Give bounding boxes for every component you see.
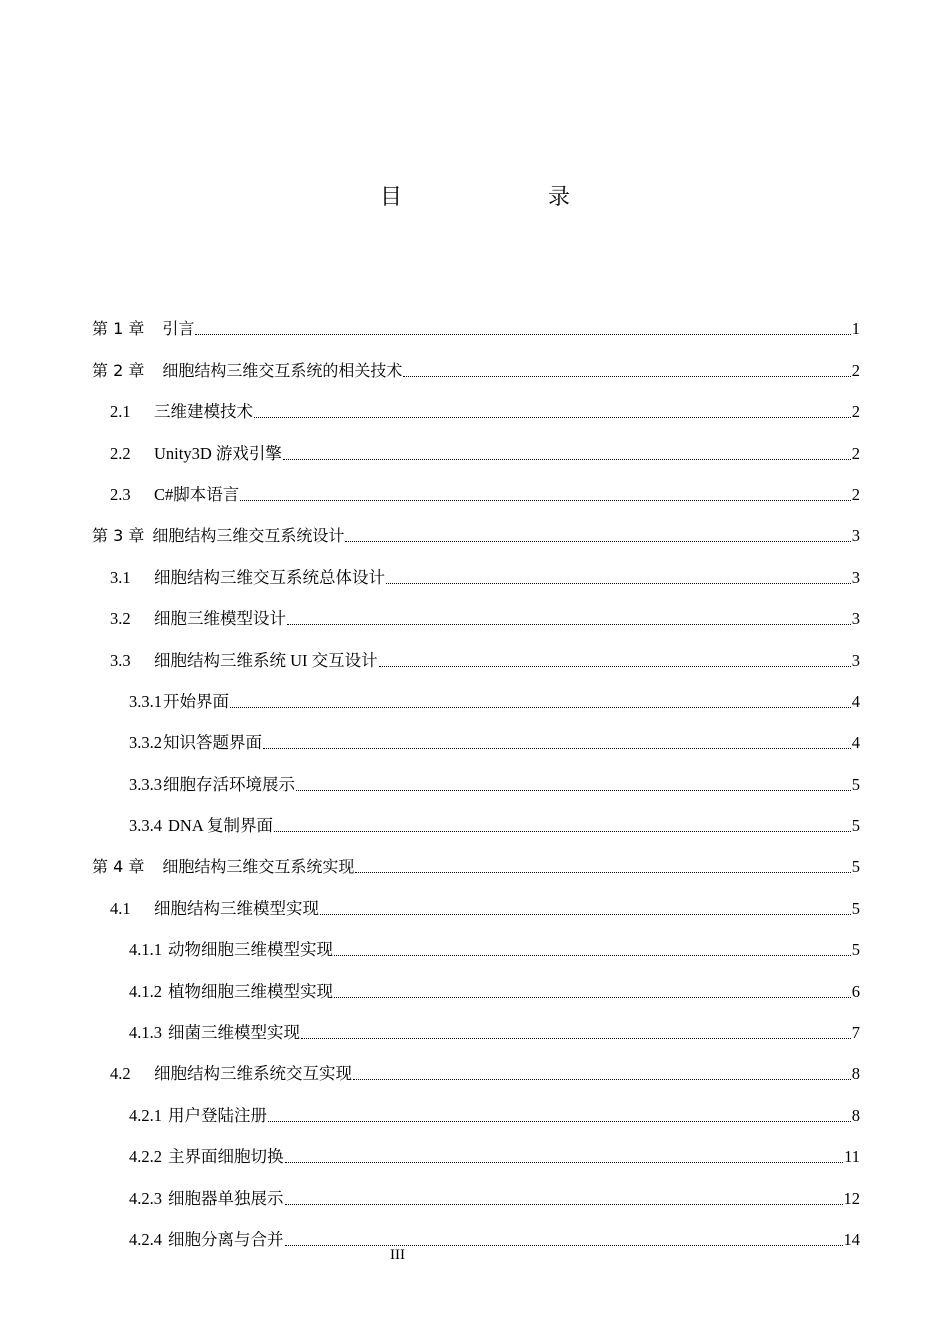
toc-entry-number: 3.3 (110, 650, 131, 670)
toc-dot-leader (283, 458, 851, 460)
toc-entry[interactable] (92, 1002, 860, 1043)
toc-dot-leader (268, 1120, 851, 1122)
toc-dot-leader (334, 996, 851, 998)
toc-entry[interactable] (92, 1209, 860, 1250)
toc-entry[interactable] (92, 795, 860, 836)
toc-entry-label: 引言 (162, 319, 195, 339)
toc-dot-leader (195, 333, 850, 335)
toc-entry-page: 2 (851, 360, 860, 380)
toc-entry[interactable] (92, 381, 860, 422)
toc-entry-number: 3.3.2 (129, 733, 162, 753)
toc-dot-leader (386, 582, 851, 584)
toc-entry[interactable] (92, 671, 860, 712)
toc-entry-label: 主界面细胞切换 (168, 1147, 284, 1167)
toc-entry-number: 第 1 章 (92, 319, 145, 339)
toc-entry-number: 3.1 (110, 567, 131, 587)
toc-entry[interactable] (92, 712, 860, 753)
toc-dot-leader (334, 954, 851, 956)
toc-entry[interactable] (92, 505, 860, 546)
toc-entry-label: 细胞结构三维交互系统的相关技术 (162, 360, 403, 380)
toc-entry-page: 1 (851, 319, 860, 339)
toc-dot-leader (379, 665, 851, 667)
toc-entry-label: 细胞三维模型设计 (154, 609, 286, 629)
toc-entry-label: 开始界面 (163, 691, 229, 711)
toc-entry-label: 细胞结构三维模型实现 (154, 898, 319, 918)
toc-dot-leader (287, 623, 851, 625)
toc-entry-page: 7 (851, 1023, 860, 1043)
toc-entry-page: 14 (843, 1229, 860, 1249)
toc-entry-label: 细胞器单独展示 (168, 1188, 284, 1208)
toc-entry[interactable] (92, 298, 860, 339)
toc-entry-number: 4.2.3 (129, 1188, 162, 1208)
toc-entry[interactable] (92, 919, 860, 960)
toc-entry[interactable] (92, 588, 860, 629)
toc-entry-number: 4.1 (110, 898, 131, 918)
toc-entry-label: 三维建模技术 (154, 402, 253, 422)
toc-entry-label: DNA 复制界面 (168, 816, 273, 836)
toc-entry-number: 3.3.1 (129, 691, 162, 711)
toc-entry-page: 6 (851, 981, 860, 1001)
toc-entry[interactable] (92, 753, 860, 794)
toc-entry[interactable] (92, 1167, 860, 1208)
toc-entry-page: 5 (851, 816, 860, 836)
toc-entry[interactable] (92, 422, 860, 463)
page-number-footer: III (390, 1247, 405, 1263)
toc-dot-leader (296, 789, 851, 791)
toc-entry-page: 3 (851, 567, 860, 587)
toc-entry[interactable] (92, 339, 860, 380)
toc-entry-label: 细胞结构三维交互系统设计 (152, 526, 345, 546)
toc-entry-label: 细胞结构三维交互系统实现 (162, 857, 355, 877)
toc-entry-page: 2 (851, 402, 860, 422)
toc-dot-leader (254, 416, 851, 418)
toc-entry-number: 2.3 (110, 484, 131, 504)
toc-entry-number: 4.2.4 (129, 1229, 162, 1249)
toc-entry-number: 3.3.3 (129, 774, 162, 794)
toc-entry-page: 3 (851, 609, 860, 629)
toc-entry-label: 细菌三维模型实现 (168, 1023, 300, 1043)
toc-entry-label: 知识答题界面 (163, 733, 262, 753)
toc-dot-leader (285, 1203, 843, 1205)
toc-dot-leader (285, 1244, 843, 1246)
toc-entry[interactable] (92, 1126, 860, 1167)
toc-entry-number: 3.3.4 (129, 816, 162, 836)
toc-entry[interactable] (92, 960, 860, 1001)
toc-dot-leader (263, 747, 851, 749)
page-title: 目 录 (379, 185, 604, 210)
toc-entry-label: 动物细胞三维模型实现 (168, 940, 333, 960)
toc-entry-page: 2 (851, 484, 860, 504)
toc-entry-label: C#脚本语言 (154, 484, 240, 504)
toc-entry-label: 细胞分离与合并 (168, 1229, 284, 1249)
toc-entry-page: 11 (844, 1147, 860, 1167)
toc-entry-number: 第 3 章 (92, 526, 145, 546)
toc-dot-leader (403, 375, 850, 377)
toc-entry-number: 第 2 章 (92, 360, 145, 380)
toc-entry-page: 8 (851, 1105, 860, 1125)
toc-dot-leader (301, 1037, 851, 1039)
toc-entry-number: 4.2 (110, 1064, 131, 1084)
toc-entry-page: 3 (851, 526, 860, 546)
toc-entry[interactable] (92, 836, 860, 877)
toc-entry-label: 细胞结构三维系统交互实现 (154, 1064, 352, 1084)
toc-entry-label: 细胞存活环境展示 (163, 774, 295, 794)
toc-entry-page: 12 (843, 1188, 860, 1208)
toc-entry-number: 3.2 (110, 609, 131, 629)
toc-entry-label: 细胞结构三维系统 UI 交互设计 (154, 650, 378, 670)
toc-entry-page: 4 (851, 733, 860, 753)
toc-entry-label: 用户登陆注册 (168, 1105, 267, 1125)
toc-entry-page: 4 (851, 691, 860, 711)
toc-entry-page: 8 (851, 1064, 860, 1084)
toc-dot-leader (240, 499, 850, 501)
table-of-contents (92, 298, 860, 1250)
toc-entry-page: 5 (851, 857, 860, 877)
toc-dot-leader (355, 871, 850, 873)
toc-entry-number: 4.2.1 (129, 1105, 162, 1125)
toc-entry-number: 4.1.1 (129, 940, 162, 960)
toc-dot-leader (274, 830, 851, 832)
toc-entry-number: 4.2.2 (129, 1147, 162, 1167)
toc-dot-leader (320, 913, 851, 915)
toc-entry[interactable] (92, 629, 860, 670)
toc-entry-page: 5 (851, 940, 860, 960)
toc-entry-label: Unity3D 游戏引擎 (154, 443, 282, 463)
toc-entry-number: 4.1.3 (129, 1023, 162, 1043)
toc-entry-number: 4.1.2 (129, 981, 162, 1001)
toc-entry-number: 第 4 章 (92, 857, 145, 877)
toc-entry-page: 3 (851, 650, 860, 670)
toc-entry-page: 2 (851, 443, 860, 463)
toc-entry-label: 细胞结构三维交互系统总体设计 (154, 567, 385, 587)
toc-dot-leader (345, 540, 850, 542)
toc-entry-number: 2.2 (110, 443, 131, 463)
toc-entry[interactable] (92, 877, 860, 918)
toc-dot-leader (230, 706, 851, 708)
toc-entry[interactable] (92, 1043, 860, 1084)
toc-entry[interactable] (92, 546, 860, 587)
toc-dot-leader (285, 1161, 844, 1163)
toc-dot-leader (353, 1078, 851, 1080)
toc-entry-page: 5 (851, 774, 860, 794)
toc-entry-label: 植物细胞三维模型实现 (168, 981, 333, 1001)
toc-entry-page: 5 (851, 898, 860, 918)
toc-entry[interactable] (92, 464, 860, 505)
toc-entry[interactable] (92, 1084, 860, 1125)
toc-entry-number: 2.1 (110, 402, 131, 422)
